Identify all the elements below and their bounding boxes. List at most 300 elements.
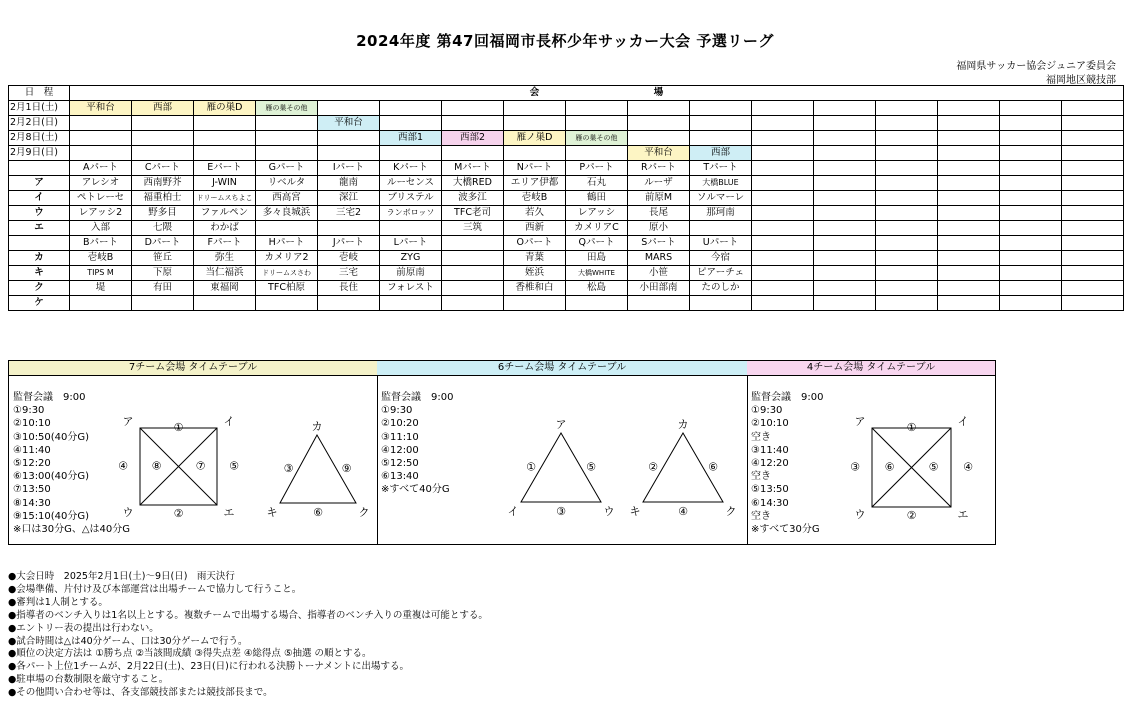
team-cell bbox=[442, 281, 504, 296]
empty-cell bbox=[256, 146, 318, 161]
empty-cell bbox=[876, 116, 938, 131]
team-cell: 青葉 bbox=[504, 251, 566, 266]
team-corner-label: キ bbox=[629, 505, 641, 518]
empty-cell bbox=[628, 131, 690, 146]
part-label: Uパート bbox=[690, 236, 752, 251]
empty-cell bbox=[938, 116, 1000, 131]
empty-cell bbox=[938, 176, 1000, 191]
team-cell bbox=[132, 296, 194, 311]
empty-cell bbox=[1000, 101, 1062, 116]
empty-cell bbox=[1000, 266, 1062, 281]
venue-header-cell bbox=[132, 86, 194, 101]
team-cell: 壱岐B bbox=[70, 251, 132, 266]
empty-cell bbox=[318, 131, 380, 146]
venue-header-cell bbox=[256, 86, 318, 101]
empty-cell bbox=[938, 281, 1000, 296]
team-cell: わかば bbox=[194, 221, 256, 236]
empty-cell bbox=[1062, 131, 1124, 146]
schedule-row bbox=[9, 101, 1124, 116]
slot-kana: ケ bbox=[9, 296, 70, 311]
venue-header-cell bbox=[690, 86, 752, 101]
empty-cell bbox=[70, 131, 132, 146]
empty-cell bbox=[194, 131, 256, 146]
part-label: Eパート bbox=[194, 161, 256, 176]
empty-cell bbox=[752, 116, 814, 131]
team-cell: 若久 bbox=[504, 206, 566, 221]
empty-cell bbox=[256, 116, 318, 131]
note-line: ●エントリー表の提出は行わない。 bbox=[8, 622, 159, 634]
note-line: ●会場準備、片付け及び本部運営は出場チームで協力して行うこと。 bbox=[8, 583, 302, 595]
note-line: ●大会日時 2025年2月1日(土)～9日(日) 雨天決行 bbox=[8, 571, 235, 582]
team-cell bbox=[380, 296, 442, 311]
empty-cell bbox=[132, 116, 194, 131]
empty-cell bbox=[194, 116, 256, 131]
team-cell: ルーザ bbox=[628, 176, 690, 191]
venue-header-cell bbox=[752, 86, 814, 101]
team-cell bbox=[566, 296, 628, 311]
part-label: Iパート bbox=[318, 161, 380, 176]
match-number: ⑥ bbox=[884, 460, 895, 474]
empty-cell bbox=[566, 146, 628, 161]
empty-cell bbox=[566, 101, 628, 116]
empty-cell bbox=[256, 131, 318, 146]
part-label: Cパート bbox=[132, 161, 194, 176]
empty-cell bbox=[318, 146, 380, 161]
team-cell: 大橋BLUE bbox=[690, 176, 752, 191]
empty-cell bbox=[938, 236, 1000, 251]
team-cell: カメリア2 bbox=[256, 251, 318, 266]
schedule-table bbox=[8, 85, 1124, 311]
team-cell: 龍南 bbox=[318, 176, 380, 191]
timetable-line: ②10:10 bbox=[13, 418, 51, 430]
team-cell bbox=[690, 296, 752, 311]
empty-cell bbox=[1000, 296, 1062, 311]
empty-cell bbox=[1000, 221, 1062, 236]
team-cell: MARS bbox=[628, 251, 690, 266]
team-cell bbox=[194, 296, 256, 311]
match-number: ② bbox=[173, 507, 184, 520]
match-number: ④ bbox=[963, 460, 973, 474]
note-line: ●順位の決定方法は ①勝ち点 ②当該間成績 ③得失点差 ④総得点 ⑤抽選 の順とする。 bbox=[8, 648, 372, 660]
empty-cell bbox=[752, 236, 814, 251]
venue-cell: 西部2 bbox=[442, 131, 504, 146]
timetable-line: 監督会議 9:00 bbox=[381, 392, 454, 403]
empty-cell bbox=[1062, 116, 1124, 131]
team-cell: 西新 bbox=[504, 221, 566, 236]
team-cell: 東福岡 bbox=[194, 281, 256, 296]
part-label: Tパート bbox=[690, 161, 752, 176]
schedule-header-row bbox=[9, 86, 1124, 101]
team-cell: 野多目 bbox=[132, 206, 194, 221]
empty-cell bbox=[752, 296, 814, 311]
team-cell: J-WIN bbox=[194, 176, 256, 191]
match-number: ⑤ bbox=[928, 460, 939, 474]
venue-cell: 西部1 bbox=[380, 131, 442, 146]
venue-cell: 西部 bbox=[690, 146, 752, 161]
empty-cell bbox=[752, 251, 814, 266]
team-row bbox=[9, 191, 1124, 206]
empty-cell bbox=[1000, 176, 1062, 191]
venue-cell: 西部 bbox=[132, 101, 194, 116]
team-cell: 入部 bbox=[70, 221, 132, 236]
timetable-line: 監督会議 9:00 bbox=[751, 392, 824, 403]
timetable-line: ①9:30 bbox=[13, 405, 45, 417]
empty-cell bbox=[876, 296, 938, 311]
timetable-line: ③10:50(40分G) bbox=[13, 431, 90, 443]
team-corner-label: カ bbox=[677, 418, 689, 431]
empty-cell bbox=[752, 266, 814, 281]
empty-cell bbox=[938, 131, 1000, 146]
timetable-7-diagrams bbox=[9, 361, 379, 546]
timetable-6-panel bbox=[377, 360, 748, 545]
team-corner-label: ア bbox=[854, 415, 866, 428]
blank-cell bbox=[9, 236, 70, 251]
team-cell: 三宅2 bbox=[318, 206, 380, 221]
team-cell: 田島 bbox=[566, 251, 628, 266]
empty-cell bbox=[1000, 251, 1062, 266]
part-label: Pパート bbox=[566, 161, 628, 176]
team-cell bbox=[628, 296, 690, 311]
slot-kana: ク bbox=[9, 281, 70, 296]
team-cell: TFC柏原 bbox=[256, 281, 318, 296]
slot-kana: カ bbox=[9, 251, 70, 266]
schedule-row bbox=[9, 116, 1124, 131]
team-cell: 大橋RED bbox=[442, 176, 504, 191]
team-cell: フォレスト bbox=[380, 281, 442, 296]
venue-header-cell bbox=[566, 86, 628, 101]
empty-cell bbox=[938, 146, 1000, 161]
team-cell: ファルペン bbox=[194, 206, 256, 221]
team-cell: 香椎和白 bbox=[504, 281, 566, 296]
empty-cell bbox=[814, 281, 876, 296]
team-cell: 原小 bbox=[628, 221, 690, 236]
match-number: ⑥ bbox=[708, 460, 718, 474]
empty-cell bbox=[752, 221, 814, 236]
match-number: ① bbox=[173, 421, 184, 434]
empty-cell bbox=[814, 266, 876, 281]
team-cell: 有田 bbox=[132, 281, 194, 296]
timetable-4-diagrams bbox=[747, 361, 996, 546]
empty-cell bbox=[132, 131, 194, 146]
team-cell: 弥生 bbox=[194, 251, 256, 266]
venue-header-left: 会 bbox=[504, 86, 566, 101]
empty-cell bbox=[814, 116, 876, 131]
timetable-line: ②10:10 bbox=[751, 418, 789, 430]
team-cell: 前原M bbox=[628, 191, 690, 206]
team-corner-label: ウ bbox=[603, 505, 615, 518]
team-corner-label: ク bbox=[358, 506, 370, 519]
empty-cell bbox=[318, 101, 380, 116]
team-row bbox=[9, 296, 1124, 311]
team-cell: 当仁福浜 bbox=[194, 266, 256, 281]
slot-kana: イ bbox=[9, 191, 70, 206]
team-cell: ドリームスちよこ bbox=[194, 191, 256, 206]
page-title: 2024年度 第47回福岡市長杯少年サッカー大会 予選リーグ bbox=[356, 32, 774, 50]
part-label: Aパート bbox=[70, 161, 132, 176]
team-corner-label: ウ bbox=[854, 508, 866, 521]
empty-cell bbox=[938, 206, 1000, 221]
timetable-line: ③11:10 bbox=[381, 431, 419, 443]
empty-cell bbox=[814, 296, 876, 311]
schedule-date: 2月8日(土) bbox=[9, 131, 70, 146]
team-cell: ピアーチェ bbox=[690, 266, 752, 281]
part-label: Jパート bbox=[318, 236, 380, 251]
timetable-4-header: 4チーム会場 タイムテーブル bbox=[747, 361, 995, 376]
empty-cell bbox=[752, 281, 814, 296]
team-cell: ドリームスさわ bbox=[256, 266, 318, 281]
timetable-line: ⑤12:20 bbox=[13, 458, 51, 470]
team-cell: TIPS M bbox=[70, 266, 132, 281]
empty-cell bbox=[504, 116, 566, 131]
empty-cell bbox=[938, 296, 1000, 311]
part-label: Sパート bbox=[628, 236, 690, 251]
part-label: Nパート bbox=[504, 161, 566, 176]
empty-cell bbox=[70, 116, 132, 131]
venue-header-cell bbox=[380, 86, 442, 101]
empty-cell bbox=[814, 191, 876, 206]
match-number: ⑥ bbox=[313, 506, 323, 519]
team-cell: 多々良城浜 bbox=[256, 206, 318, 221]
timetable-7-header: 7チーム会場 タイムテーブル bbox=[9, 361, 377, 376]
empty-cell bbox=[1062, 266, 1124, 281]
empty-cell bbox=[1062, 206, 1124, 221]
timetable-7-panel bbox=[8, 360, 378, 545]
timetable-line: ⑧14:30 bbox=[13, 497, 51, 509]
venue-cell: 雁の巣その他 bbox=[256, 101, 318, 116]
team-corner-label: ウ bbox=[122, 506, 134, 519]
note-line: ●その他問い合わせ等は、各支部競技部または競技部長まで。 bbox=[8, 687, 273, 699]
team-cell: 那珂南 bbox=[690, 206, 752, 221]
team-corner-label: イ bbox=[957, 415, 969, 428]
team-cell: たのしか bbox=[690, 281, 752, 296]
empty-cell bbox=[938, 221, 1000, 236]
team-cell: TFC老司 bbox=[442, 206, 504, 221]
empty-cell bbox=[628, 116, 690, 131]
timetable-6-diagrams bbox=[377, 361, 748, 546]
venue-header-cell bbox=[318, 86, 380, 101]
empty-cell bbox=[566, 116, 628, 131]
empty-cell bbox=[752, 146, 814, 161]
part-label: Oパート bbox=[504, 236, 566, 251]
timetable-line: 監督会議 9:00 bbox=[13, 392, 86, 403]
team-corner-label: エ bbox=[223, 506, 235, 519]
empty-cell bbox=[628, 101, 690, 116]
team-cell: ランボロッソ bbox=[380, 206, 442, 221]
team-cell: カメリアC bbox=[566, 221, 628, 236]
empty-cell bbox=[876, 131, 938, 146]
empty-cell bbox=[752, 206, 814, 221]
match-number: ③ bbox=[283, 462, 294, 475]
team-cell: レアッシ2 bbox=[70, 206, 132, 221]
timetable-line: ⑦13:50 bbox=[13, 484, 51, 496]
venue-header-right: 場 bbox=[628, 86, 690, 101]
team-cell: 小田部南 bbox=[628, 281, 690, 296]
empty-cell bbox=[1000, 131, 1062, 146]
match-number: ② bbox=[906, 509, 917, 522]
timetable-line: ①9:30 bbox=[751, 405, 783, 417]
venue-header-cell bbox=[70, 86, 132, 101]
schedule-row bbox=[9, 131, 1124, 146]
venue-cell: 平和台 bbox=[70, 101, 132, 116]
venue-header-cell bbox=[1062, 86, 1124, 101]
match-number: ④ bbox=[118, 459, 128, 473]
timetable-line: ⑨15:10(40分G) bbox=[13, 510, 90, 522]
part-label-row bbox=[9, 161, 1124, 176]
team-corner-label: キ bbox=[266, 506, 278, 519]
team-cell: 長尾 bbox=[628, 206, 690, 221]
part-label: Dパート bbox=[132, 236, 194, 251]
match-number: ④ bbox=[678, 505, 688, 518]
slot-kana: ア bbox=[9, 176, 70, 191]
team-cell: 七隈 bbox=[132, 221, 194, 236]
match-number: ⑤ bbox=[229, 459, 239, 473]
slot-kana: キ bbox=[9, 266, 70, 281]
part-label: Fパート bbox=[194, 236, 256, 251]
timetable-line: ⑤12:50 bbox=[381, 458, 419, 470]
team-cell: 壱岐B bbox=[504, 191, 566, 206]
team-corner-label: ア bbox=[122, 415, 134, 428]
team-cell: 石丸 bbox=[566, 176, 628, 191]
schedule-row bbox=[9, 146, 1124, 161]
venue-cell: 雁ノ巣D bbox=[504, 131, 566, 146]
note-line: ●指導者のベンチ入りは1名以上とする。複数チームで出場する場合、指導者のベンチ入りの重複は可能とする。 bbox=[8, 609, 488, 621]
empty-cell bbox=[504, 101, 566, 116]
part-label: Mパート bbox=[442, 161, 504, 176]
timetable-line: 空き bbox=[751, 471, 771, 483]
team-row bbox=[9, 221, 1124, 236]
team-row bbox=[9, 281, 1124, 296]
team-cell: 下原 bbox=[132, 266, 194, 281]
empty-cell bbox=[442, 146, 504, 161]
empty-cell bbox=[1062, 146, 1124, 161]
team-cell bbox=[442, 266, 504, 281]
empty-cell bbox=[1062, 161, 1124, 176]
empty-cell bbox=[70, 146, 132, 161]
empty-cell bbox=[1000, 206, 1062, 221]
team-row bbox=[9, 251, 1124, 266]
venue-header-cell bbox=[442, 86, 504, 101]
empty-cell bbox=[938, 191, 1000, 206]
match-number: ② bbox=[648, 460, 658, 474]
part-label: Lパート bbox=[380, 236, 442, 251]
empty-cell bbox=[1062, 236, 1124, 251]
date-header: 日 程 bbox=[9, 86, 70, 101]
team-cell: 三宅 bbox=[318, 266, 380, 281]
note-line: ●審判は1人制とする。 bbox=[8, 596, 108, 608]
empty-cell bbox=[876, 176, 938, 191]
team-cell bbox=[690, 221, 752, 236]
team-cell: 波多江 bbox=[442, 191, 504, 206]
empty-cell bbox=[1062, 281, 1124, 296]
team-cell: 堤 bbox=[70, 281, 132, 296]
timetable-line: ⑥13:00(40分G) bbox=[13, 471, 90, 483]
team-corner-label: イ bbox=[223, 415, 235, 428]
team-cell: 松島 bbox=[566, 281, 628, 296]
empty-cell bbox=[938, 266, 1000, 281]
empty-cell bbox=[442, 116, 504, 131]
empty-cell bbox=[876, 206, 938, 221]
team-cell: 今宿 bbox=[690, 251, 752, 266]
team-cell bbox=[318, 221, 380, 236]
team-cell: 前原南 bbox=[380, 266, 442, 281]
match-number: ⑦ bbox=[195, 459, 206, 473]
team-cell: ソルマーレ bbox=[690, 191, 752, 206]
empty-cell bbox=[938, 161, 1000, 176]
empty-cell bbox=[814, 251, 876, 266]
empty-cell bbox=[752, 176, 814, 191]
venue-cell: 平和台 bbox=[318, 116, 380, 131]
part-label bbox=[442, 236, 504, 251]
team-cell: 三筑 bbox=[442, 221, 504, 236]
note-line: ●駐車場の台数制限を厳守すること。 bbox=[8, 674, 169, 686]
empty-cell bbox=[876, 236, 938, 251]
team-corner-label: カ bbox=[311, 420, 323, 433]
timetable-line: ②10:20 bbox=[381, 418, 419, 430]
match-number: ⑨ bbox=[341, 462, 352, 475]
team-cell: 壱岐 bbox=[318, 251, 380, 266]
notes-list bbox=[8, 571, 488, 700]
empty-cell bbox=[1000, 281, 1062, 296]
venue-header-cell bbox=[876, 86, 938, 101]
team-cell bbox=[256, 221, 318, 236]
part-label-row bbox=[9, 236, 1124, 251]
empty-cell bbox=[1000, 191, 1062, 206]
empty-cell bbox=[1000, 146, 1062, 161]
empty-cell bbox=[814, 221, 876, 236]
empty-cell bbox=[380, 116, 442, 131]
team-cell: 長住 bbox=[318, 281, 380, 296]
empty-cell bbox=[1062, 191, 1124, 206]
part-label: Hパート bbox=[256, 236, 318, 251]
team-corner-label: エ bbox=[957, 508, 969, 521]
empty-cell bbox=[814, 176, 876, 191]
empty-cell bbox=[814, 101, 876, 116]
team-corner-label: ク bbox=[725, 505, 737, 518]
blank-cell bbox=[9, 161, 70, 176]
empty-cell bbox=[938, 101, 1000, 116]
empty-cell bbox=[752, 101, 814, 116]
empty-cell bbox=[814, 161, 876, 176]
empty-cell bbox=[442, 101, 504, 116]
match-number: ③ bbox=[850, 460, 860, 474]
empty-cell bbox=[380, 101, 442, 116]
team-cell: 深江 bbox=[318, 191, 380, 206]
timetable-4-panel bbox=[747, 360, 996, 545]
empty-cell bbox=[876, 221, 938, 236]
empty-cell bbox=[690, 101, 752, 116]
timetable-line: ※すべて30分G bbox=[751, 524, 820, 536]
team-row bbox=[9, 266, 1124, 281]
timetable-line: ⑥14:30 bbox=[751, 497, 789, 509]
team-cell: エリア伊都 bbox=[504, 176, 566, 191]
timetable-line: ※すべて40分G bbox=[381, 484, 450, 496]
team-cell bbox=[256, 296, 318, 311]
team-cell: リベルタ bbox=[256, 176, 318, 191]
empty-cell bbox=[876, 191, 938, 206]
empty-cell bbox=[814, 146, 876, 161]
timetable-6-header: 6チーム会場 タイムテーブル bbox=[377, 361, 747, 376]
part-label: Bパート bbox=[70, 236, 132, 251]
team-cell: 西高宮 bbox=[256, 191, 318, 206]
team-cell: 笹丘 bbox=[132, 251, 194, 266]
team-row bbox=[9, 206, 1124, 221]
team-cell bbox=[442, 296, 504, 311]
timetable-line: ※口は30分G、△は40分G bbox=[13, 524, 131, 536]
part-label: Gパート bbox=[256, 161, 318, 176]
team-cell: 福重柏士 bbox=[132, 191, 194, 206]
empty-cell bbox=[1062, 221, 1124, 236]
part-label: Rパート bbox=[628, 161, 690, 176]
